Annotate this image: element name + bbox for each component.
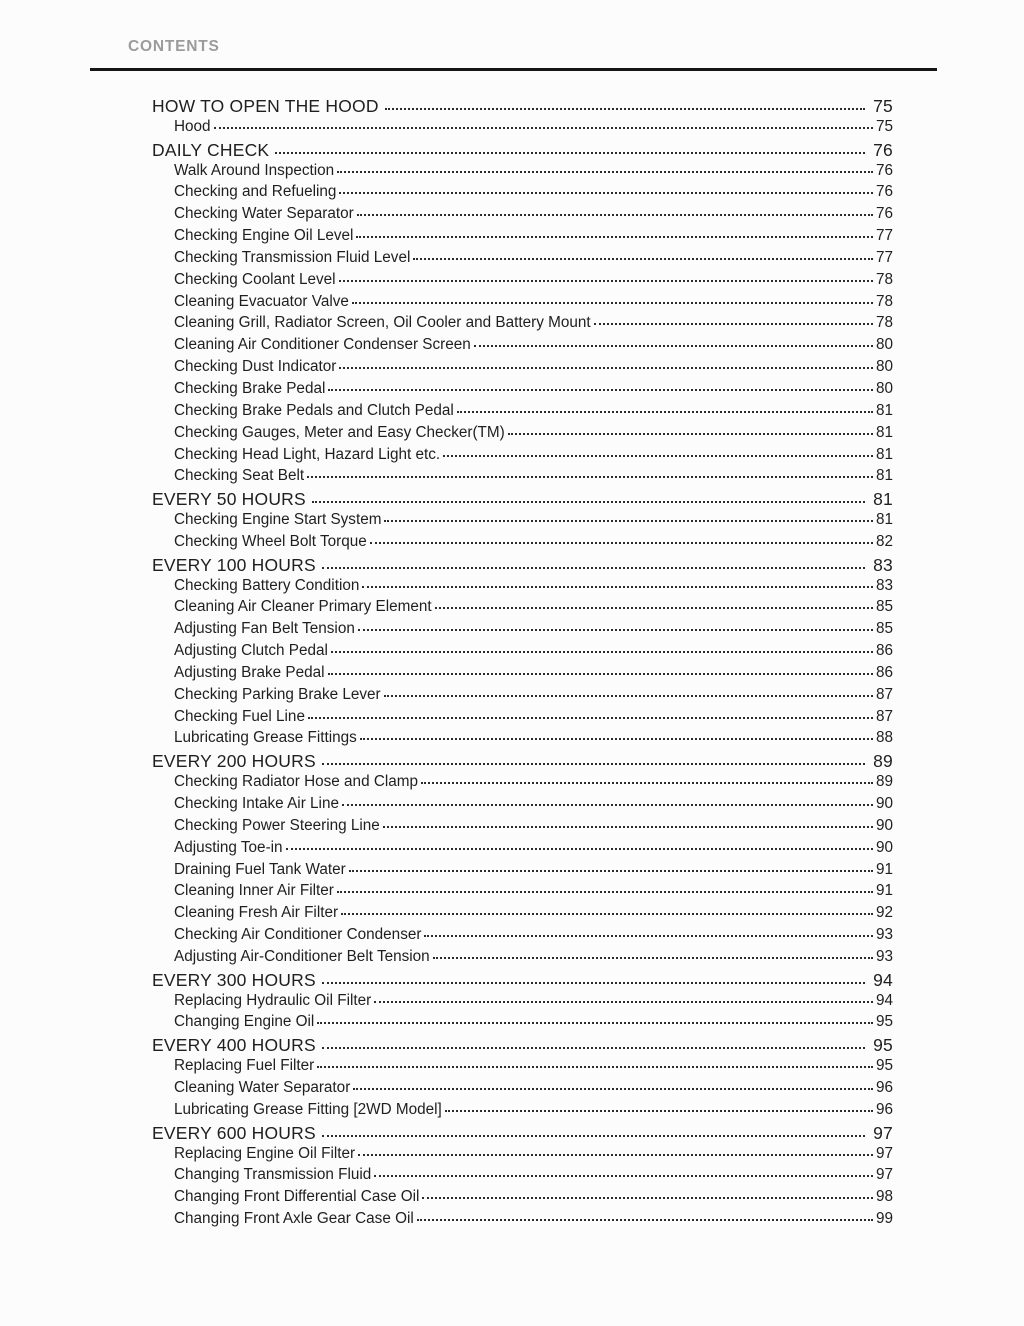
- toc-entry: [174, 1166, 893, 1188]
- toc-entry: [174, 904, 893, 926]
- toc-entry-label: Changing Front Differential Case Oil: [174, 1188, 420, 1206]
- toc-entry-label: EVERY 100 HOURS: [152, 554, 316, 575]
- dot-leader: [317, 1066, 873, 1068]
- toc-entry: [174, 948, 893, 970]
- toc-entry-page: 87: [875, 685, 893, 703]
- dot-leader: [286, 848, 873, 850]
- dot-leader: [433, 957, 873, 959]
- toc-entry-page: 93: [875, 926, 893, 944]
- dot-leader: [357, 214, 873, 216]
- dot-leader: [370, 542, 873, 544]
- dot-leader: [349, 870, 873, 872]
- toc-entry-label: Cleaning Grill, Radiator Screen, Oil Cooler and Battery Mount: [174, 314, 591, 332]
- toc-entry-page: 75: [875, 117, 893, 135]
- dot-leader: [445, 1110, 873, 1112]
- toc-entry-label: EVERY 200 HOURS: [152, 751, 316, 772]
- toc-entry: [174, 467, 893, 489]
- toc-entry-page: 78: [875, 314, 893, 332]
- toc-entry: [174, 992, 893, 1014]
- dot-leader: [374, 1175, 873, 1177]
- toc-entry-label: Cleaning Fresh Air Filter: [174, 904, 339, 922]
- toc-entry-page: 89: [873, 751, 893, 772]
- dot-leader: [443, 455, 873, 457]
- toc-entry-page: 81: [873, 489, 893, 510]
- toc-entry-label: Adjusting Fan Belt Tension: [174, 620, 355, 638]
- dot-leader: [474, 345, 873, 347]
- toc-entry: [174, 314, 893, 336]
- toc-entry-label: Replacing Hydraulic Oil Filter: [174, 991, 372, 1009]
- dot-leader: [328, 389, 873, 391]
- dot-leader: [422, 1197, 873, 1199]
- dot-leader: [337, 171, 873, 173]
- toc-entry-page: 85: [875, 598, 893, 616]
- toc-entry-page: 91: [875, 860, 893, 878]
- dot-leader: [421, 782, 873, 784]
- toc-entry-label: Changing Front Axle Gear Case Oil: [174, 1210, 414, 1228]
- toc-entry: [174, 511, 893, 533]
- toc-entry-page: 80: [875, 358, 893, 376]
- toc-entry-label: Walk Around Inspection: [174, 161, 335, 179]
- dot-leader: [339, 192, 873, 194]
- toc-entry-page: 98: [875, 1188, 893, 1206]
- toc-entry: [174, 1057, 893, 1079]
- toc-entry: [174, 1145, 893, 1167]
- toc-entry-label: Changing Transmission Fluid: [174, 1166, 372, 1184]
- toc-entry-page: 82: [875, 532, 893, 550]
- toc-entry-label: Adjusting Clutch Pedal: [174, 642, 328, 660]
- dot-leader: [352, 302, 873, 304]
- toc-entry-page: 96: [875, 1100, 893, 1118]
- toc-entry-label: Checking Coolant Level: [174, 270, 336, 288]
- dot-leader: [308, 717, 873, 719]
- dot-leader: [362, 586, 873, 588]
- toc-entry: [174, 380, 893, 402]
- toc-entry-page: 77: [875, 227, 893, 245]
- toc-entry-label: EVERY 300 HOURS: [152, 969, 316, 990]
- toc-entry-page: 81: [875, 511, 893, 529]
- dot-leader: [424, 935, 873, 937]
- toc-entry-label: Checking Air Conditioner Condenser: [174, 926, 422, 944]
- toc-entry-label: Checking Transmission Fluid Level: [174, 248, 411, 266]
- dot-leader: [339, 367, 873, 369]
- toc-entry-page: 97: [875, 1144, 893, 1162]
- toc-entry-label: Checking Head Light, Hazard Light etc.: [174, 445, 441, 463]
- toc-entry-label: Checking Wheel Bolt Torque: [174, 532, 367, 550]
- toc-entry-label: Cleaning Air Cleaner Primary Element: [174, 598, 432, 616]
- toc-entry-page: 81: [875, 423, 893, 441]
- toc-entry: [174, 402, 893, 424]
- toc-entry-page: 88: [875, 729, 893, 747]
- dot-leader: [307, 476, 873, 478]
- dot-leader: [339, 280, 873, 282]
- toc-entry: [152, 140, 893, 162]
- toc-entry-label: Cleaning Evacuator Valve: [174, 292, 349, 310]
- toc-entry: [174, 1079, 893, 1101]
- toc-entry-page: 86: [875, 642, 893, 660]
- toc-entry-page: 76: [875, 161, 893, 179]
- toc-entry-page: 77: [875, 248, 893, 266]
- toc-entry: [174, 446, 893, 468]
- toc-entry-label: Checking Battery Condition: [174, 576, 360, 594]
- toc-entry-page: 90: [875, 816, 893, 834]
- dot-leader: [341, 913, 873, 915]
- toc-entry-page: 90: [875, 838, 893, 856]
- toc-entry-page: 75: [873, 96, 893, 116]
- toc-entry-page: 81: [875, 401, 893, 419]
- dot-leader: [275, 152, 865, 154]
- toc-entry-page: 85: [875, 620, 893, 638]
- toc-entry-label: DAILY CHECK: [152, 139, 270, 160]
- toc-entry: [174, 686, 893, 708]
- toc-entry: [174, 642, 893, 664]
- toc-entry: [174, 729, 893, 751]
- toc-entry: [174, 839, 893, 861]
- toc-entry-page: 81: [875, 467, 893, 485]
- toc-entry: [174, 205, 893, 227]
- toc-entry-page: 80: [875, 379, 893, 397]
- toc-entry-label: EVERY 600 HOURS: [152, 1122, 316, 1143]
- toc-entry: [174, 598, 893, 620]
- toc-entry: [152, 1035, 893, 1057]
- toc-entry-label: Checking Brake Pedals and Clutch Pedal: [174, 401, 454, 419]
- toc-entry-label: Lubricating Grease Fitting [2WD Model]: [174, 1100, 442, 1118]
- toc-entry-label: Checking Engine Start System: [174, 511, 382, 529]
- toc-entry-page: 99: [875, 1210, 893, 1228]
- dot-leader: [358, 629, 873, 631]
- toc-entry-page: 91: [875, 882, 893, 900]
- toc-entry-label: Checking Power Steering Line: [174, 816, 380, 834]
- table-of-contents: [152, 96, 893, 1232]
- dot-leader: [457, 411, 873, 413]
- toc-entry-page: 96: [875, 1078, 893, 1096]
- dot-leader: [342, 804, 873, 806]
- dot-leader: [360, 738, 873, 740]
- dot-leader: [337, 891, 873, 893]
- toc-entry-label: Adjusting Brake Pedal: [174, 663, 325, 681]
- dot-leader: [374, 1001, 873, 1003]
- toc-entry-label: Checking Intake Air Line: [174, 795, 339, 812]
- toc-entry-label: Replacing Fuel Filter: [174, 1057, 315, 1075]
- toc-entry-label: Cleaning Air Conditioner Condenser Screen: [174, 336, 471, 354]
- toc-entry-label: Draining Fuel Tank Water: [174, 860, 346, 878]
- toc-entry-page: 76: [875, 183, 893, 201]
- toc-entry: [174, 1013, 893, 1035]
- dot-leader: [356, 236, 873, 238]
- toc-entry: [174, 1188, 893, 1210]
- toc-entry-page: 95: [875, 1013, 893, 1031]
- toc-entry: [174, 1210, 893, 1232]
- toc-entry-label: Changing Engine Oil: [174, 1013, 315, 1031]
- dot-leader: [508, 433, 873, 435]
- toc-entry: [174, 664, 893, 686]
- toc-entry: [174, 336, 893, 358]
- toc-entry-page: 94: [875, 991, 893, 1009]
- toc-entry-page: 86: [875, 663, 893, 681]
- toc-entry-label: Checking and Refueling: [174, 183, 337, 201]
- toc-entry: [174, 183, 893, 205]
- toc-entry: [174, 817, 893, 839]
- dot-leader: [214, 127, 873, 129]
- toc-entry-page: 80: [875, 336, 893, 354]
- toc-entry-page: 95: [873, 1035, 893, 1056]
- toc-entry: [174, 358, 893, 380]
- toc-entry: [174, 249, 893, 271]
- toc-entry: [174, 271, 893, 293]
- dot-leader: [322, 982, 865, 984]
- toc-entry-label: EVERY 50 HOURS: [152, 489, 306, 510]
- toc-entry-label: HOW TO OPEN THE HOOD: [152, 96, 379, 116]
- toc-entry-label: Cleaning Inner Air Filter: [174, 882, 334, 900]
- toc-entry-label: Adjusting Air-Conditioner Belt Tension: [174, 947, 430, 965]
- toc-entry: [174, 227, 893, 249]
- toc-entry-label: Cleaning Water Separator: [174, 1078, 351, 1096]
- toc-entry: [174, 795, 893, 817]
- dot-leader: [385, 108, 865, 110]
- toc-entry-page: 83: [873, 554, 893, 575]
- toc-entry-label: Checking Radiator Hose and Clamp: [174, 773, 419, 791]
- toc-entry: [152, 489, 893, 511]
- toc-entry: [174, 293, 893, 315]
- toc-entry-page: 93: [875, 947, 893, 965]
- toc-entry-page: 89: [875, 773, 893, 791]
- toc-entry-page: 78: [875, 292, 893, 310]
- toc-entry: [174, 708, 893, 730]
- header-divider: [90, 68, 937, 71]
- dot-leader: [331, 651, 873, 653]
- toc-entry: [174, 1101, 893, 1123]
- toc-entry-page: 95: [875, 1057, 893, 1075]
- toc-entry-label: Checking Fuel Line: [174, 707, 305, 725]
- dot-leader: [322, 567, 865, 569]
- dot-leader: [358, 1154, 873, 1156]
- toc-entry-label: Hood: [174, 117, 211, 135]
- toc-entry-page: 78: [875, 270, 893, 288]
- toc-entry: [152, 1123, 893, 1145]
- toc-entry-page: 92: [875, 904, 893, 922]
- dot-leader: [312, 501, 865, 503]
- toc-entry: [152, 970, 893, 992]
- toc-entry-label: Checking Engine Oil Level: [174, 227, 354, 245]
- toc-entry-page: 90: [875, 795, 893, 812]
- toc-entry: [174, 861, 893, 883]
- toc-entry: [174, 162, 893, 184]
- toc-entry: [174, 620, 893, 642]
- dot-leader: [594, 323, 873, 325]
- toc-entry-page: 97: [875, 1166, 893, 1184]
- dot-leader: [417, 1219, 873, 1221]
- toc-entry: [152, 96, 893, 118]
- toc-entry-page: 83: [875, 576, 893, 594]
- toc-entry: [152, 555, 893, 577]
- toc-entry: [174, 577, 893, 599]
- dot-leader: [384, 695, 873, 697]
- toc-entry-label: Checking Dust Indicator: [174, 358, 337, 376]
- toc-entry: [174, 882, 893, 904]
- toc-entry-label: Checking Gauges, Meter and Easy Checker(TM): [174, 423, 505, 441]
- toc-entry-page: 97: [873, 1122, 893, 1143]
- toc-entry-page: 76: [873, 139, 893, 160]
- dot-leader: [322, 763, 865, 765]
- dot-leader: [383, 826, 873, 828]
- toc-entry-label: Lubricating Grease Fittings: [174, 729, 357, 747]
- toc-entry-page: 94: [873, 969, 893, 990]
- toc-entry-page: 76: [875, 205, 893, 223]
- dot-leader: [322, 1135, 865, 1137]
- dot-leader: [353, 1088, 873, 1090]
- toc-entry: [174, 773, 893, 795]
- toc-entry: [174, 118, 893, 140]
- dot-leader: [322, 1047, 865, 1049]
- toc-entry-label: Checking Seat Belt: [174, 467, 305, 485]
- toc-entry-page: 87: [875, 707, 893, 725]
- dot-leader: [328, 673, 873, 675]
- toc-entry-label: Checking Parking Brake Lever: [174, 685, 381, 703]
- toc-entry-label: Replacing Engine Oil Filter: [174, 1144, 356, 1162]
- toc-entry-page: 81: [875, 445, 893, 463]
- dot-leader: [413, 258, 873, 260]
- dot-leader: [317, 1022, 873, 1024]
- toc-entry: [174, 926, 893, 948]
- page-header-label: CONTENTS: [128, 38, 220, 55]
- dot-leader: [435, 607, 873, 609]
- dot-leader: [384, 520, 873, 522]
- toc-entry: [152, 751, 893, 773]
- toc-entry-label: EVERY 400 HOURS: [152, 1035, 316, 1056]
- toc-entry-label: Adjusting Toe-in: [174, 838, 283, 856]
- toc-entry-label: Checking Water Separator: [174, 205, 354, 223]
- toc-entry-label: Checking Brake Pedal: [174, 379, 326, 397]
- toc-entry: [174, 533, 893, 555]
- toc-entry: [174, 424, 893, 446]
